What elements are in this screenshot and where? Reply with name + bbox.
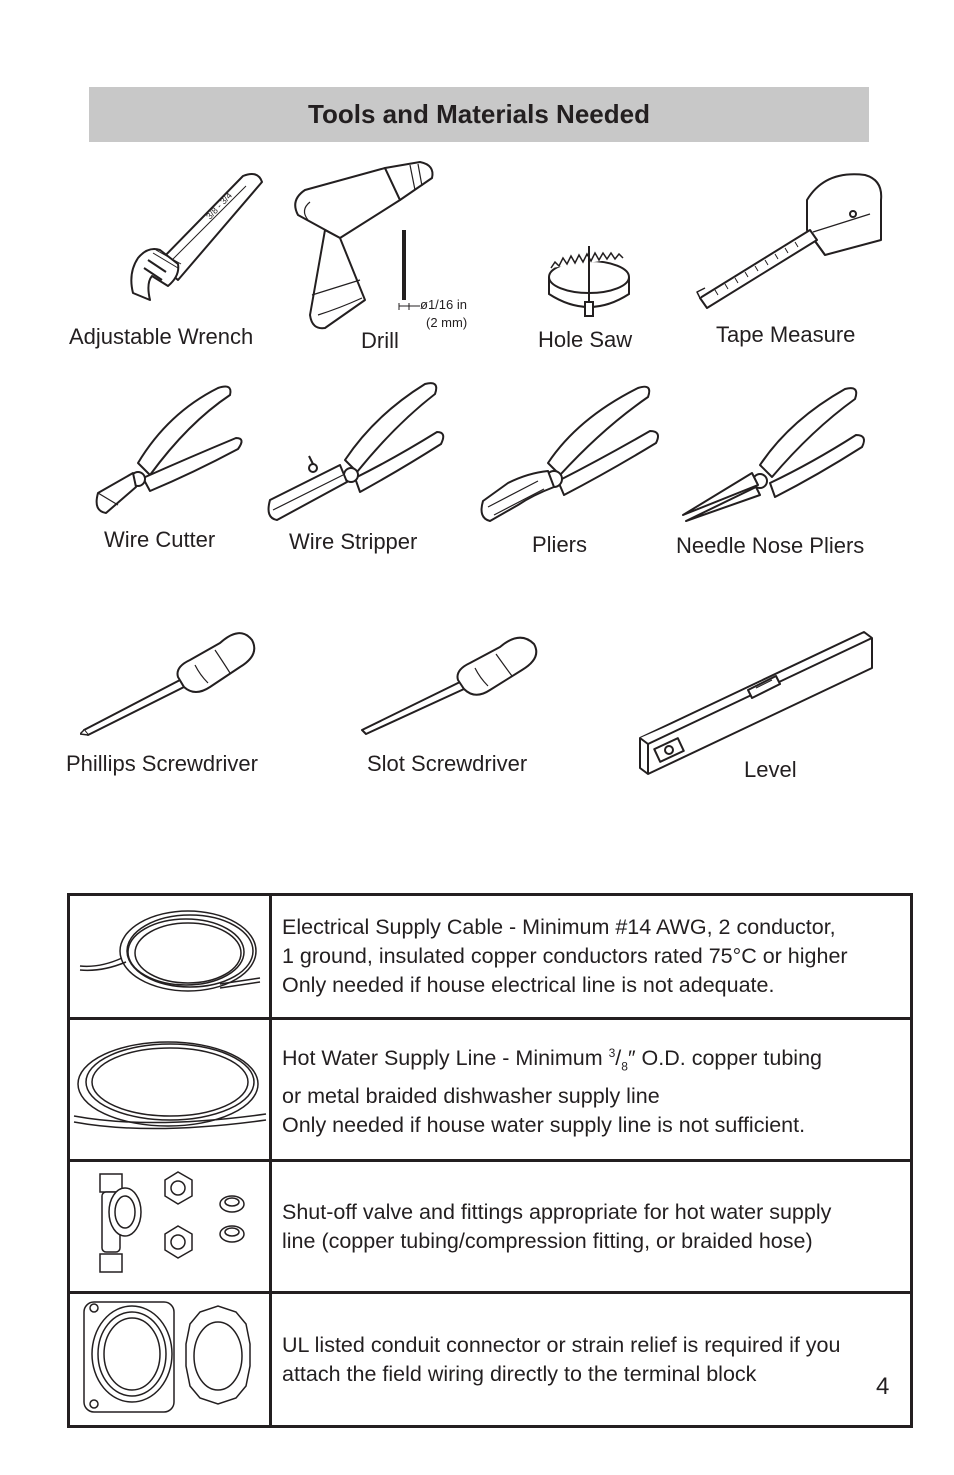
needle-nose-pliers-illustration (680, 385, 870, 525)
water-line-text-start: Hot Water Supply Line - Minimum (282, 1046, 609, 1071)
shutoff-valve-line-2: line (copper tubing/compression fitting, or braided hose) (282, 1228, 813, 1253)
page-number: 4 (876, 1373, 890, 1400)
water-supply-line-2: or metal braided dishwasher supply line (282, 1083, 660, 1108)
adjustable-wrench-illustration (118, 168, 268, 316)
fraction-denominator: 8 (621, 1059, 628, 1074)
svg-text:3/8 - 3/4: 3/8 - 3/4 (204, 190, 234, 222)
level-illustration (636, 628, 876, 778)
pliers-illustration (478, 383, 663, 523)
table-row (69, 895, 912, 1019)
electrical-cable-line-3: Only needed if house electrical line is not adequate. (282, 973, 775, 997)
needle-nose-pliers-label: Needle Nose Pliers (676, 533, 865, 558)
section-header (89, 87, 869, 142)
phillips-screwdriver-label: Phillips Screwdriver (66, 751, 258, 776)
shutoff-valve-line-1: Shut-off valve and fittings appropriate for hot water supply (282, 1199, 832, 1224)
electrical-cable-line-1: Electrical Supply Cable - Minimum #14 AWG, 2 conductor, (282, 915, 836, 939)
conduit-connector-picture (69, 1293, 271, 1427)
hole-saw-label: Hole Saw (538, 327, 633, 352)
fraction-numerator: 3 (608, 1046, 616, 1061)
water-supply-line-3: Only needed if house water supply line is not sufficient. (282, 1112, 806, 1137)
drill-illustration (290, 160, 440, 335)
wire-stripper-label: Wire Stripper (289, 529, 418, 554)
tape-measure-illustration (695, 170, 885, 315)
slot-screwdriver-illustration (360, 630, 545, 740)
tape-measure-label: Tape Measure (716, 322, 856, 347)
phillips-screwdriver-illustration (80, 625, 260, 740)
drill-bit-size: ø1/16 in (420, 297, 467, 312)
page-title: Tools and Materials Needed (308, 99, 650, 129)
drill-bit-metric: (2 mm) (426, 315, 468, 330)
electrical-cable-line-2: 1 ground, insulated copper conductors rated 75°C or higher (282, 944, 848, 968)
electrical-cable-description (271, 895, 912, 1019)
table-row (69, 1161, 912, 1293)
shutoff-valve-picture (69, 1161, 271, 1293)
slot-screwdriver-label: Slot Screwdriver (367, 751, 528, 776)
conduit-connector-description (271, 1293, 912, 1427)
water-supply-line-1: Hot Water Supply Line - Minimum $^3/_8''$ O.D. copper tubing (282, 1046, 822, 1074)
materials-table (67, 893, 913, 1428)
pliers-label: Pliers (532, 532, 588, 557)
water-supply-line-description (271, 1019, 912, 1161)
shutoff-valve-description (271, 1161, 912, 1293)
water-supply-line-picture (69, 1019, 271, 1161)
adjustable-wrench-label: Adjustable Wrench (69, 324, 254, 349)
conduit-connector-line-2: attach the field wiring directly to the terminal block (282, 1361, 757, 1386)
table-row (69, 1293, 912, 1427)
table-row (69, 1019, 912, 1161)
wire-cutter-label: Wire Cutter (104, 527, 216, 552)
electrical-cable-picture (69, 895, 271, 1019)
hole-saw-illustration (543, 232, 635, 322)
drill-label: Drill (361, 328, 399, 353)
wire-stripper-illustration (265, 380, 450, 525)
wire-cutter-illustration (88, 383, 248, 518)
conduit-connector-line-1: UL listed conduit connector or strain relief is required if you (282, 1332, 841, 1357)
level-label: Level (744, 757, 797, 782)
water-line-text-end: ″ O.D. copper tubing (627, 1046, 822, 1071)
